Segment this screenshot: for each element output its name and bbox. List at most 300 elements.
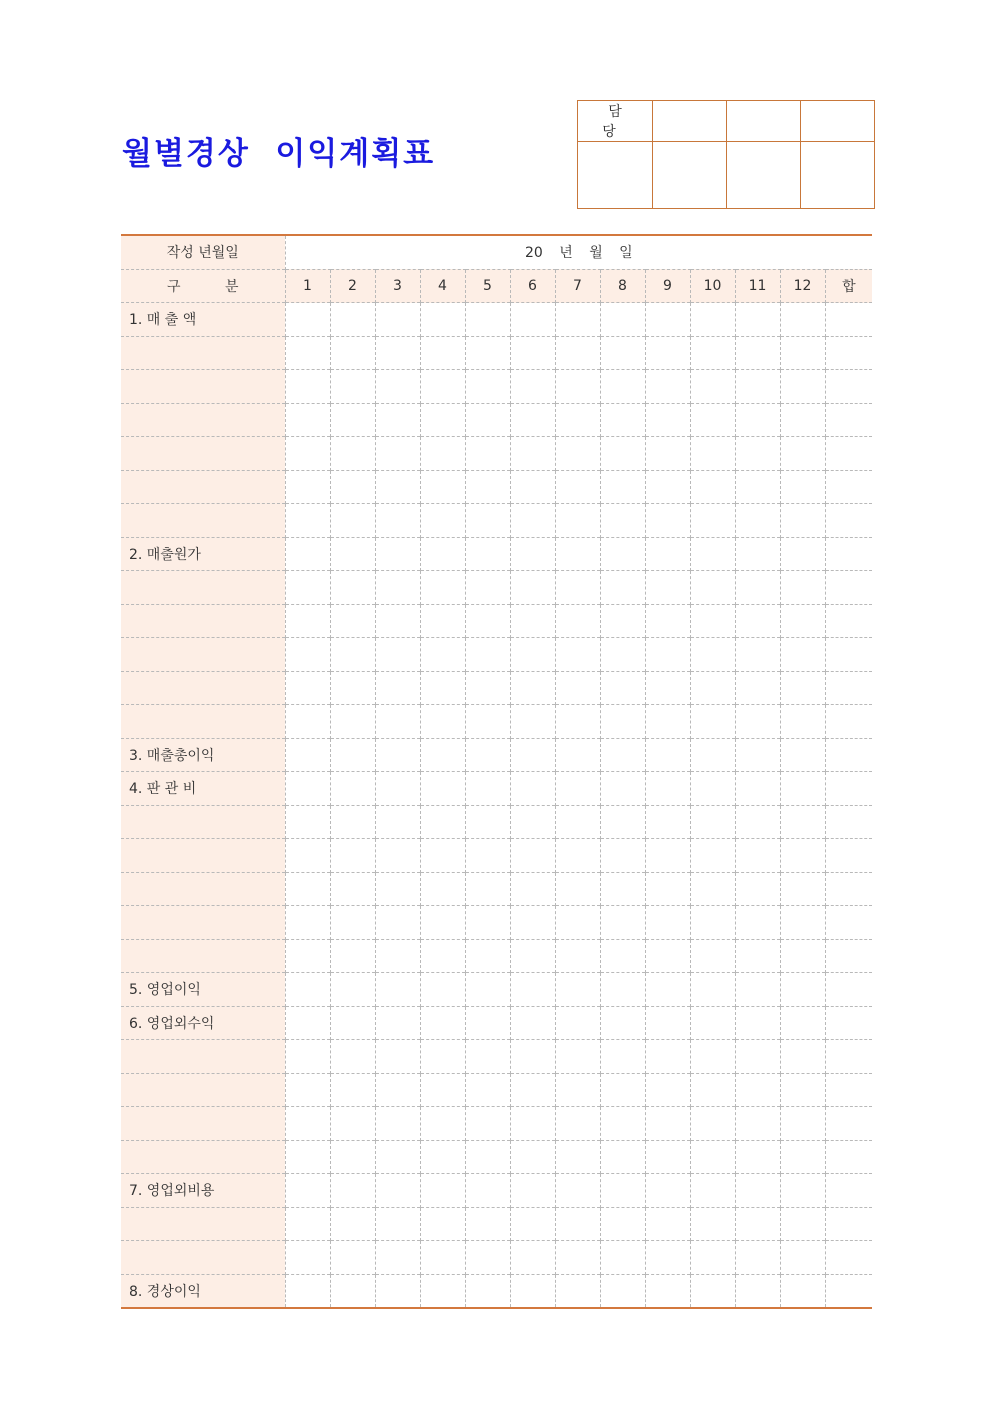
value-cell[interactable] [555, 973, 600, 1007]
value-cell[interactable] [735, 504, 780, 538]
value-cell[interactable] [600, 1040, 645, 1074]
value-cell[interactable] [555, 671, 600, 705]
value-cell[interactable] [375, 671, 420, 705]
value-cell[interactable] [375, 939, 420, 973]
value-cell[interactable] [285, 1140, 330, 1174]
value-cell[interactable] [285, 437, 330, 471]
value-cell[interactable] [420, 1174, 465, 1208]
value-cell[interactable] [510, 939, 555, 973]
value-cell[interactable] [645, 336, 690, 370]
value-cell[interactable] [645, 872, 690, 906]
value-cell[interactable] [330, 772, 375, 806]
value-cell[interactable] [555, 1241, 600, 1275]
value-cell[interactable] [600, 973, 645, 1007]
value-cell[interactable] [735, 1274, 780, 1308]
value-cell[interactable] [600, 839, 645, 873]
value-cell[interactable] [375, 370, 420, 404]
value-cell[interactable] [690, 1040, 735, 1074]
value-cell[interactable] [645, 805, 690, 839]
value-cell[interactable] [465, 537, 510, 571]
value-cell[interactable] [285, 1073, 330, 1107]
value-cell[interactable] [825, 939, 872, 973]
value-cell[interactable] [420, 336, 465, 370]
value-cell[interactable] [285, 1174, 330, 1208]
value-cell[interactable] [825, 738, 872, 772]
value-cell[interactable] [420, 1006, 465, 1040]
value-cell[interactable] [555, 1140, 600, 1174]
value-cell[interactable] [690, 1140, 735, 1174]
value-cell[interactable] [645, 671, 690, 705]
value-cell[interactable] [330, 604, 375, 638]
value-cell[interactable] [825, 638, 872, 672]
value-cell[interactable] [780, 1174, 825, 1208]
value-cell[interactable] [645, 772, 690, 806]
value-cell[interactable] [600, 1107, 645, 1141]
value-cell[interactable] [555, 303, 600, 337]
value-cell[interactable] [645, 1073, 690, 1107]
value-cell[interactable] [330, 403, 375, 437]
value-cell[interactable] [330, 470, 375, 504]
value-cell[interactable] [330, 973, 375, 1007]
value-cell[interactable] [780, 336, 825, 370]
value-cell[interactable] [510, 1073, 555, 1107]
value-cell[interactable] [825, 403, 872, 437]
value-cell[interactable] [825, 1107, 872, 1141]
value-cell[interactable] [690, 370, 735, 404]
value-cell[interactable] [780, 1207, 825, 1241]
value-cell[interactable] [780, 705, 825, 739]
value-cell[interactable] [690, 872, 735, 906]
value-cell[interactable] [780, 370, 825, 404]
value-cell[interactable] [780, 939, 825, 973]
value-cell[interactable] [285, 671, 330, 705]
value-cell[interactable] [465, 403, 510, 437]
value-cell[interactable] [465, 437, 510, 471]
value-cell[interactable] [825, 1274, 872, 1308]
value-cell[interactable] [555, 772, 600, 806]
value-cell[interactable] [420, 973, 465, 1007]
value-cell[interactable] [825, 571, 872, 605]
value-cell[interactable] [735, 1207, 780, 1241]
value-cell[interactable] [600, 504, 645, 538]
value-cell[interactable] [465, 1207, 510, 1241]
value-cell[interactable] [735, 1140, 780, 1174]
value-cell[interactable] [825, 470, 872, 504]
value-cell[interactable] [735, 939, 780, 973]
value-cell[interactable] [645, 1207, 690, 1241]
value-cell[interactable] [375, 805, 420, 839]
value-cell[interactable] [465, 470, 510, 504]
value-cell[interactable] [285, 370, 330, 404]
value-cell[interactable] [510, 906, 555, 940]
value-cell[interactable] [285, 638, 330, 672]
value-cell[interactable] [420, 1241, 465, 1275]
value-cell[interactable] [645, 303, 690, 337]
value-cell[interactable] [690, 671, 735, 705]
value-cell[interactable] [465, 1274, 510, 1308]
value-cell[interactable] [330, 638, 375, 672]
value-cell[interactable] [735, 303, 780, 337]
value-cell[interactable] [375, 604, 420, 638]
value-cell[interactable] [825, 1073, 872, 1107]
value-cell[interactable] [600, 1174, 645, 1208]
value-cell[interactable] [735, 604, 780, 638]
value-cell[interactable] [420, 738, 465, 772]
value-cell[interactable] [420, 303, 465, 337]
value-cell[interactable] [690, 604, 735, 638]
value-cell[interactable] [510, 872, 555, 906]
value-cell[interactable] [285, 1006, 330, 1040]
value-cell[interactable] [600, 705, 645, 739]
value-cell[interactable] [510, 403, 555, 437]
approval-sign-cell[interactable] [801, 142, 875, 209]
value-cell[interactable] [285, 604, 330, 638]
value-cell[interactable] [465, 1040, 510, 1074]
value-cell[interactable] [690, 1107, 735, 1141]
value-cell[interactable] [330, 1207, 375, 1241]
value-cell[interactable] [690, 973, 735, 1007]
value-cell[interactable] [510, 470, 555, 504]
value-cell[interactable] [465, 370, 510, 404]
value-cell[interactable] [330, 504, 375, 538]
value-cell[interactable] [780, 1040, 825, 1074]
value-cell[interactable] [465, 604, 510, 638]
value-cell[interactable] [600, 906, 645, 940]
value-cell[interactable] [690, 403, 735, 437]
value-cell[interactable] [420, 638, 465, 672]
value-cell[interactable] [375, 1107, 420, 1141]
value-cell[interactable] [375, 906, 420, 940]
value-cell[interactable] [690, 1073, 735, 1107]
value-cell[interactable] [555, 1174, 600, 1208]
value-cell[interactable] [285, 303, 330, 337]
value-cell[interactable] [735, 403, 780, 437]
value-cell[interactable] [645, 1107, 690, 1141]
value-cell[interactable] [285, 705, 330, 739]
value-cell[interactable] [375, 1207, 420, 1241]
value-cell[interactable] [375, 303, 420, 337]
value-cell[interactable] [600, 604, 645, 638]
value-cell[interactable] [600, 537, 645, 571]
value-cell[interactable] [465, 772, 510, 806]
value-cell[interactable] [600, 939, 645, 973]
value-cell[interactable] [420, 1073, 465, 1107]
value-cell[interactable] [330, 705, 375, 739]
value-cell[interactable] [510, 571, 555, 605]
value-cell[interactable] [735, 370, 780, 404]
value-cell[interactable] [465, 1241, 510, 1275]
value-cell[interactable] [735, 437, 780, 471]
value-cell[interactable] [645, 638, 690, 672]
value-cell[interactable] [510, 1174, 555, 1208]
value-cell[interactable] [825, 604, 872, 638]
value-cell[interactable] [600, 1241, 645, 1275]
value-cell[interactable] [780, 805, 825, 839]
value-cell[interactable] [780, 738, 825, 772]
value-cell[interactable] [600, 772, 645, 806]
value-cell[interactable] [690, 772, 735, 806]
value-cell[interactable] [465, 1107, 510, 1141]
value-cell[interactable] [735, 705, 780, 739]
value-cell[interactable] [600, 303, 645, 337]
value-cell[interactable] [330, 671, 375, 705]
value-cell[interactable] [375, 705, 420, 739]
value-cell[interactable] [735, 537, 780, 571]
value-cell[interactable] [555, 939, 600, 973]
value-cell[interactable] [780, 604, 825, 638]
value-cell[interactable] [825, 303, 872, 337]
value-cell[interactable] [285, 839, 330, 873]
value-cell[interactable] [285, 1207, 330, 1241]
value-cell[interactable] [600, 370, 645, 404]
value-cell[interactable] [645, 504, 690, 538]
value-cell[interactable] [375, 839, 420, 873]
value-cell[interactable] [780, 1006, 825, 1040]
value-cell[interactable] [555, 638, 600, 672]
value-cell[interactable] [330, 370, 375, 404]
value-cell[interactable] [735, 872, 780, 906]
value-cell[interactable] [735, 805, 780, 839]
value-cell[interactable] [825, 805, 872, 839]
value-cell[interactable] [645, 906, 690, 940]
value-cell[interactable] [690, 303, 735, 337]
value-cell[interactable] [690, 1006, 735, 1040]
value-cell[interactable] [465, 872, 510, 906]
value-cell[interactable] [420, 805, 465, 839]
value-cell[interactable] [420, 470, 465, 504]
value-cell[interactable] [510, 839, 555, 873]
value-cell[interactable] [555, 437, 600, 471]
value-cell[interactable] [825, 671, 872, 705]
value-cell[interactable] [510, 1040, 555, 1074]
value-cell[interactable] [645, 1040, 690, 1074]
value-cell[interactable] [330, 1107, 375, 1141]
value-cell[interactable] [645, 571, 690, 605]
value-cell[interactable] [825, 336, 872, 370]
value-cell[interactable] [780, 1107, 825, 1141]
value-cell[interactable] [510, 336, 555, 370]
value-cell[interactable] [690, 906, 735, 940]
value-cell[interactable] [510, 638, 555, 672]
value-cell[interactable] [420, 939, 465, 973]
value-cell[interactable] [420, 1140, 465, 1174]
value-cell[interactable] [825, 772, 872, 806]
value-cell[interactable] [645, 1241, 690, 1275]
value-cell[interactable] [780, 772, 825, 806]
value-cell[interactable] [510, 604, 555, 638]
value-cell[interactable] [420, 705, 465, 739]
value-cell[interactable] [465, 336, 510, 370]
value-cell[interactable] [645, 370, 690, 404]
value-cell[interactable] [285, 939, 330, 973]
value-cell[interactable] [375, 1040, 420, 1074]
value-cell[interactable] [465, 973, 510, 1007]
value-cell[interactable] [555, 537, 600, 571]
value-cell[interactable] [510, 772, 555, 806]
value-cell[interactable] [645, 705, 690, 739]
value-cell[interactable] [375, 1073, 420, 1107]
value-cell[interactable] [735, 571, 780, 605]
value-cell[interactable] [465, 1073, 510, 1107]
value-cell[interactable] [465, 705, 510, 739]
value-cell[interactable] [825, 1140, 872, 1174]
value-cell[interactable] [330, 437, 375, 471]
approval-sign-cell[interactable] [653, 142, 727, 209]
value-cell[interactable] [375, 638, 420, 672]
value-cell[interactable] [690, 939, 735, 973]
value-cell[interactable] [555, 571, 600, 605]
value-cell[interactable] [645, 1006, 690, 1040]
value-cell[interactable] [330, 1140, 375, 1174]
value-cell[interactable] [735, 638, 780, 672]
approval-sign-cell[interactable] [727, 142, 801, 209]
value-cell[interactable] [555, 1107, 600, 1141]
value-cell[interactable] [465, 671, 510, 705]
value-cell[interactable] [510, 1140, 555, 1174]
value-cell[interactable] [375, 973, 420, 1007]
value-cell[interactable] [825, 1040, 872, 1074]
value-cell[interactable] [645, 738, 690, 772]
value-cell[interactable] [420, 571, 465, 605]
value-cell[interactable] [375, 872, 420, 906]
value-cell[interactable] [330, 336, 375, 370]
value-cell[interactable] [420, 537, 465, 571]
value-cell[interactable] [465, 805, 510, 839]
value-cell[interactable] [285, 1107, 330, 1141]
value-cell[interactable] [510, 671, 555, 705]
value-cell[interactable] [330, 1241, 375, 1275]
value-cell[interactable] [780, 437, 825, 471]
value-cell[interactable] [510, 973, 555, 1007]
value-cell[interactable] [510, 370, 555, 404]
value-cell[interactable] [780, 839, 825, 873]
value-cell[interactable] [285, 336, 330, 370]
value-cell[interactable] [600, 571, 645, 605]
value-cell[interactable] [285, 537, 330, 571]
value-cell[interactable] [375, 772, 420, 806]
value-cell[interactable] [735, 738, 780, 772]
value-cell[interactable] [645, 1174, 690, 1208]
value-cell[interactable] [780, 1140, 825, 1174]
value-cell[interactable] [780, 303, 825, 337]
value-cell[interactable] [780, 470, 825, 504]
value-cell[interactable] [285, 1274, 330, 1308]
value-cell[interactable] [645, 437, 690, 471]
value-cell[interactable] [690, 470, 735, 504]
value-cell[interactable] [555, 604, 600, 638]
value-cell[interactable] [825, 705, 872, 739]
value-cell[interactable] [600, 671, 645, 705]
value-cell[interactable] [375, 470, 420, 504]
value-cell[interactable] [330, 839, 375, 873]
value-cell[interactable] [600, 1207, 645, 1241]
value-cell[interactable] [510, 738, 555, 772]
value-cell[interactable] [645, 939, 690, 973]
value-cell[interactable] [375, 1274, 420, 1308]
value-cell[interactable] [645, 1274, 690, 1308]
value-cell[interactable] [555, 1040, 600, 1074]
value-cell[interactable] [645, 839, 690, 873]
value-cell[interactable] [780, 504, 825, 538]
value-cell[interactable] [690, 336, 735, 370]
value-cell[interactable] [510, 303, 555, 337]
value-cell[interactable] [690, 805, 735, 839]
value-cell[interactable] [420, 839, 465, 873]
value-cell[interactable] [330, 1274, 375, 1308]
value-cell[interactable] [735, 470, 780, 504]
value-cell[interactable] [600, 805, 645, 839]
value-cell[interactable] [690, 839, 735, 873]
value-cell[interactable] [825, 906, 872, 940]
value-cell[interactable] [465, 906, 510, 940]
value-cell[interactable] [780, 872, 825, 906]
value-cell[interactable] [285, 571, 330, 605]
value-cell[interactable] [780, 1274, 825, 1308]
value-cell[interactable] [825, 1207, 872, 1241]
value-cell[interactable] [825, 1174, 872, 1208]
value-cell[interactable] [510, 504, 555, 538]
value-cell[interactable] [420, 437, 465, 471]
value-cell[interactable] [735, 839, 780, 873]
value-cell[interactable] [780, 973, 825, 1007]
value-cell[interactable] [285, 772, 330, 806]
value-cell[interactable] [555, 470, 600, 504]
value-cell[interactable] [735, 1107, 780, 1141]
value-cell[interactable] [510, 437, 555, 471]
value-cell[interactable] [330, 537, 375, 571]
value-cell[interactable] [420, 1107, 465, 1141]
value-cell[interactable] [420, 671, 465, 705]
value-cell[interactable] [375, 1241, 420, 1275]
value-cell[interactable] [690, 738, 735, 772]
value-cell[interactable] [555, 738, 600, 772]
value-cell[interactable] [330, 1006, 375, 1040]
value-cell[interactable] [735, 1006, 780, 1040]
value-cell[interactable] [600, 403, 645, 437]
value-cell[interactable] [555, 1073, 600, 1107]
value-cell[interactable] [465, 1140, 510, 1174]
value-cell[interactable] [735, 1040, 780, 1074]
value-cell[interactable] [735, 336, 780, 370]
value-cell[interactable] [420, 604, 465, 638]
value-cell[interactable] [375, 1174, 420, 1208]
value-cell[interactable] [330, 1073, 375, 1107]
value-cell[interactable] [330, 805, 375, 839]
value-cell[interactable] [330, 1040, 375, 1074]
value-cell[interactable] [285, 403, 330, 437]
value-cell[interactable] [465, 571, 510, 605]
value-cell[interactable] [780, 1241, 825, 1275]
value-cell[interactable] [555, 872, 600, 906]
value-cell[interactable] [510, 1207, 555, 1241]
value-cell[interactable] [825, 839, 872, 873]
date-value[interactable]: 20 년 월 일 [285, 235, 872, 269]
value-cell[interactable] [825, 872, 872, 906]
value-cell[interactable] [825, 437, 872, 471]
value-cell[interactable] [465, 504, 510, 538]
value-cell[interactable] [375, 504, 420, 538]
value-cell[interactable] [600, 872, 645, 906]
value-cell[interactable] [645, 537, 690, 571]
value-cell[interactable] [465, 638, 510, 672]
value-cell[interactable] [690, 437, 735, 471]
value-cell[interactable] [735, 1174, 780, 1208]
value-cell[interactable] [465, 1006, 510, 1040]
value-cell[interactable] [780, 571, 825, 605]
value-cell[interactable] [690, 705, 735, 739]
value-cell[interactable] [780, 403, 825, 437]
value-cell[interactable] [825, 973, 872, 1007]
